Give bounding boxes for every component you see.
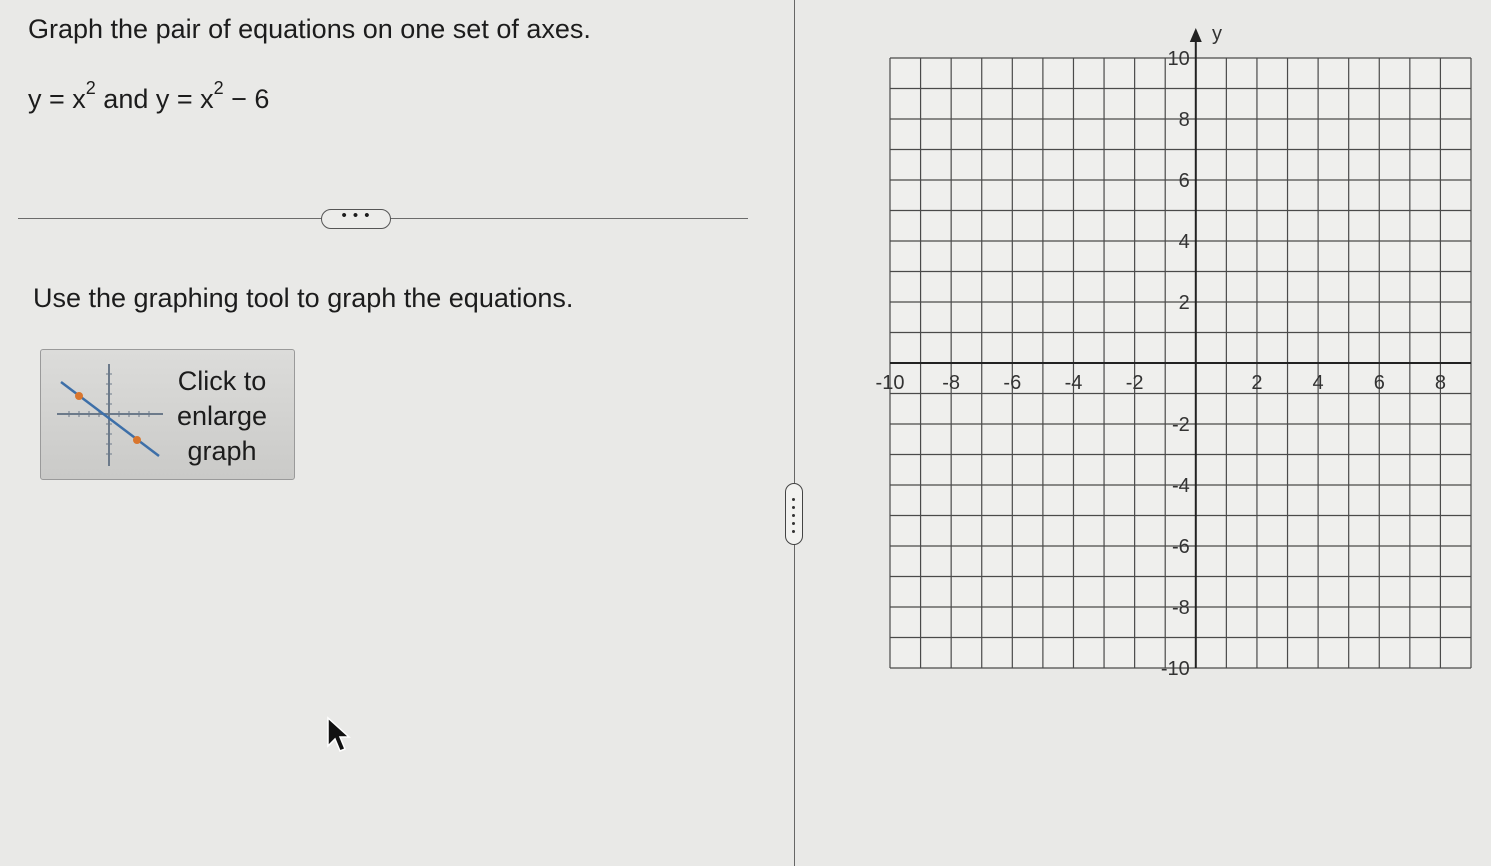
equation-2-base: y = x: [155, 84, 214, 114]
x-tick-label: 6: [1373, 372, 1385, 394]
y-tick-label: -4: [1171, 475, 1190, 497]
x-tick-label: 4: [1312, 372, 1324, 394]
y-axis-arrow-icon: [1190, 28, 1202, 42]
y-tick-label: 10: [1167, 48, 1190, 70]
y-tick-label: -6: [1171, 536, 1190, 558]
equation-connector: and: [95, 84, 156, 114]
question-title: Graph the pair of equations on one set of axes.: [28, 14, 591, 44]
y-tick-label: 8: [1178, 109, 1190, 131]
y-axis-label: y: [1212, 23, 1222, 45]
y-tick-label: -8: [1171, 597, 1190, 619]
y-tick-label: 2: [1178, 292, 1190, 314]
x-tick-label: -2: [1125, 372, 1144, 394]
equation-2-exponent: 2: [213, 78, 224, 98]
x-tick-label: -10: [875, 372, 905, 394]
x-tick-label: -4: [1064, 372, 1083, 394]
equation-1-exponent: 2: [85, 78, 96, 98]
y-tick-label: 4: [1178, 231, 1190, 253]
instruction-text: Use the graphing tool to graph the equations.: [33, 283, 574, 313]
x-tick-label: -6: [1003, 372, 1022, 394]
x-tick-label: 2: [1251, 372, 1263, 394]
x-tick-label: 8: [1434, 372, 1446, 394]
show-more-button[interactable]: • • •: [321, 209, 391, 229]
y-tick-label: -2: [1171, 414, 1190, 436]
y-tick-label: -10: [1160, 658, 1190, 680]
y-tick-label: 6: [1178, 170, 1190, 192]
equation-1-base: y = x: [28, 84, 86, 114]
enlarge-graph-label: Click to enlarge graph: [176, 366, 268, 466]
x-tick-label: -8: [942, 372, 961, 394]
equation-2-tail: − 6: [223, 84, 270, 114]
